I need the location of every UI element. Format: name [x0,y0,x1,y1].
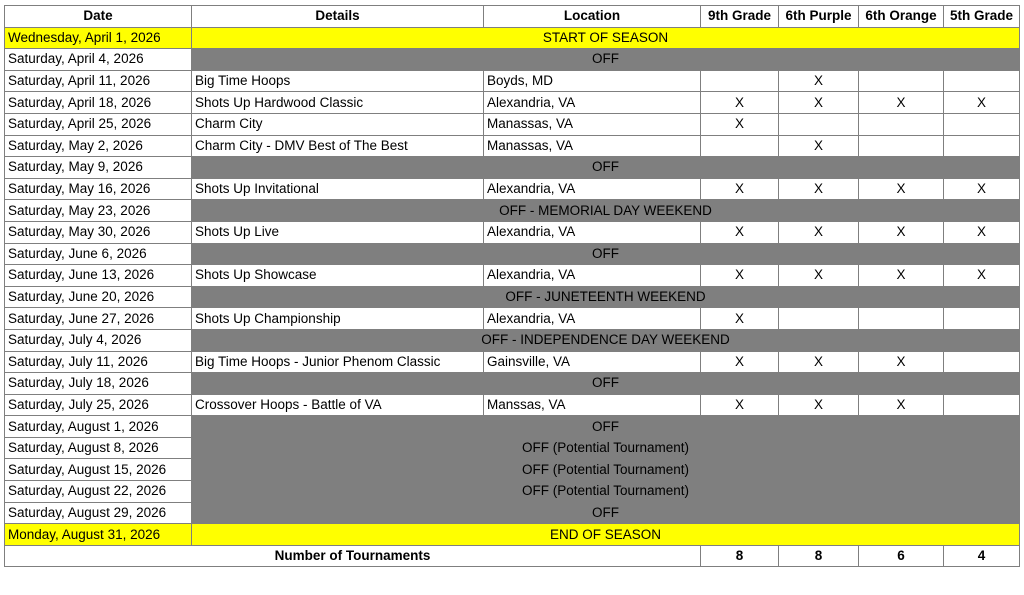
table-row [5,113,1020,135]
mark-6th-orange [859,113,944,135]
off-row [5,373,1020,395]
mark-5th-grade: X [944,92,1020,114]
details-cell: Shots Up Showcase [192,265,484,287]
date-cell: Saturday, June 6, 2026 [5,243,192,265]
mark-6th-orange: X [859,92,944,114]
total-6th-purple: 8 [779,545,859,567]
off-note: OFF [192,49,1020,71]
mark-6th-orange: X [859,351,944,373]
date-cell: Saturday, April 18, 2026 [5,92,192,114]
date-cell: Saturday, June 13, 2026 [5,265,192,287]
off-note: OFF (Potential Tournament) [192,459,1020,481]
date-cell: Saturday, August 15, 2026 [5,459,192,481]
header-6th-purple: 6th Purple [779,6,859,28]
header-location: Location [484,6,701,28]
season-row [5,524,1020,546]
details-cell: Shots Up Live [192,221,484,243]
mark-9th-grade: X [701,265,779,287]
off-note: OFF [192,157,1020,179]
off-row [5,416,1020,438]
details-cell: Shots Up Invitational [192,178,484,200]
details-cell: Shots Up Championship [192,308,484,330]
date-cell: Saturday, May 30, 2026 [5,221,192,243]
date-cell: Saturday, June 27, 2026 [5,308,192,330]
location-cell: Alexandria, VA [484,92,701,114]
mark-6th-purple: X [779,178,859,200]
off-row [5,329,1020,351]
off-row [5,286,1020,308]
table-row [5,265,1020,287]
off-row [5,459,1020,481]
mark-5th-grade [944,70,1020,92]
mark-9th-grade: X [701,92,779,114]
off-row [5,157,1020,179]
header-6th-orange: 6th Orange [859,6,944,28]
header-date: Date [5,6,192,28]
mark-6th-orange [859,308,944,330]
date-cell: Saturday, August 22, 2026 [5,481,192,503]
date-cell: Saturday, May 23, 2026 [5,200,192,222]
date-cell: Wednesday, April 1, 2026 [5,27,192,49]
location-cell: Boyds, MD [484,70,701,92]
off-note: OFF [192,502,1020,524]
mark-9th-grade: X [701,308,779,330]
totals-row [5,545,1020,567]
mark-6th-purple: X [779,394,859,416]
mark-6th-purple: X [779,92,859,114]
location-cell: Alexandria, VA [484,265,701,287]
mark-6th-purple [779,113,859,135]
mark-5th-grade [944,351,1020,373]
mark-5th-grade: X [944,178,1020,200]
date-cell: Saturday, August 8, 2026 [5,437,192,459]
mark-6th-orange [859,70,944,92]
date-cell: Saturday, July 4, 2026 [5,329,192,351]
location-cell: Gainsville, VA [484,351,701,373]
date-cell: Saturday, May 16, 2026 [5,178,192,200]
details-cell: Shots Up Hardwood Classic [192,92,484,114]
off-note: OFF [192,373,1020,395]
table-row [5,70,1020,92]
date-cell: Saturday, April 25, 2026 [5,113,192,135]
date-cell: Saturday, July 11, 2026 [5,351,192,373]
details-cell: Charm City [192,113,484,135]
mark-6th-orange: X [859,265,944,287]
season-note: END OF SEASON [192,524,1020,546]
mark-9th-grade: X [701,394,779,416]
mark-9th-grade: X [701,351,779,373]
header-row [5,6,1020,28]
total-6th-orange: 6 [859,545,944,567]
mark-6th-purple: X [779,70,859,92]
mark-6th-purple: X [779,135,859,157]
off-row [5,481,1020,503]
date-cell: Monday, August 31, 2026 [5,524,192,546]
off-row [5,49,1020,71]
off-row [5,502,1020,524]
mark-5th-grade [944,113,1020,135]
off-row [5,200,1020,222]
mark-6th-orange [859,135,944,157]
table-row [5,92,1020,114]
off-note: OFF (Potential Tournament) [192,437,1020,459]
off-row [5,437,1020,459]
header-9th-grade: 9th Grade [701,6,779,28]
table-row [5,308,1020,330]
table-row [5,394,1020,416]
date-cell: Saturday, August 1, 2026 [5,416,192,438]
date-cell: Saturday, July 25, 2026 [5,394,192,416]
total-5th-grade: 4 [944,545,1020,567]
off-row [5,243,1020,265]
mark-6th-orange: X [859,394,944,416]
table-row [5,221,1020,243]
mark-9th-grade: X [701,221,779,243]
table-row [5,178,1020,200]
mark-9th-grade [701,135,779,157]
mark-6th-purple: X [779,265,859,287]
off-note: OFF (Potential Tournament) [192,481,1020,503]
date-cell: Saturday, August 29, 2026 [5,502,192,524]
location-cell: Alexandria, VA [484,178,701,200]
date-cell: Saturday, July 18, 2026 [5,373,192,395]
mark-5th-grade: X [944,265,1020,287]
mark-6th-purple: X [779,351,859,373]
mark-6th-orange: X [859,221,944,243]
details-cell: Charm City - DMV Best of The Best [192,135,484,157]
location-cell: Manassas, VA [484,113,701,135]
off-note: OFF - JUNETEENTH WEEKEND [192,286,1020,308]
details-cell: Crossover Hoops - Battle of VA [192,394,484,416]
mark-9th-grade [701,70,779,92]
mark-9th-grade: X [701,113,779,135]
table-row [5,351,1020,373]
totals-label: Number of Tournaments [5,545,701,567]
location-cell: Manssas, VA [484,394,701,416]
mark-6th-purple [779,308,859,330]
off-note: OFF [192,243,1020,265]
mark-6th-purple: X [779,221,859,243]
date-cell: Saturday, April 11, 2026 [5,70,192,92]
off-note: OFF [192,416,1020,438]
table-row [5,135,1020,157]
details-cell: Big Time Hoops - Junior Phenom Classic [192,351,484,373]
date-cell: Saturday, May 2, 2026 [5,135,192,157]
header-details: Details [192,6,484,28]
mark-6th-orange: X [859,178,944,200]
details-cell: Big Time Hoops [192,70,484,92]
mark-5th-grade [944,308,1020,330]
location-cell: Alexandria, VA [484,221,701,243]
off-note: OFF - INDEPENDENCE DAY WEEKEND [192,329,1020,351]
date-cell: Saturday, April 4, 2026 [5,49,192,71]
mark-5th-grade [944,135,1020,157]
total-9th-grade: 8 [701,545,779,567]
date-cell: Saturday, May 9, 2026 [5,157,192,179]
header-5th-grade: 5th Grade [944,6,1020,28]
season-note: START OF SEASON [192,27,1020,49]
season-row [5,27,1020,49]
mark-5th-grade [944,394,1020,416]
location-cell: Alexandria, VA [484,308,701,330]
tournament-schedule-table [4,5,1020,567]
mark-5th-grade: X [944,221,1020,243]
mark-9th-grade: X [701,178,779,200]
date-cell: Saturday, June 20, 2026 [5,286,192,308]
location-cell: Manassas, VA [484,135,701,157]
off-note: OFF - MEMORIAL DAY WEEKEND [192,200,1020,222]
